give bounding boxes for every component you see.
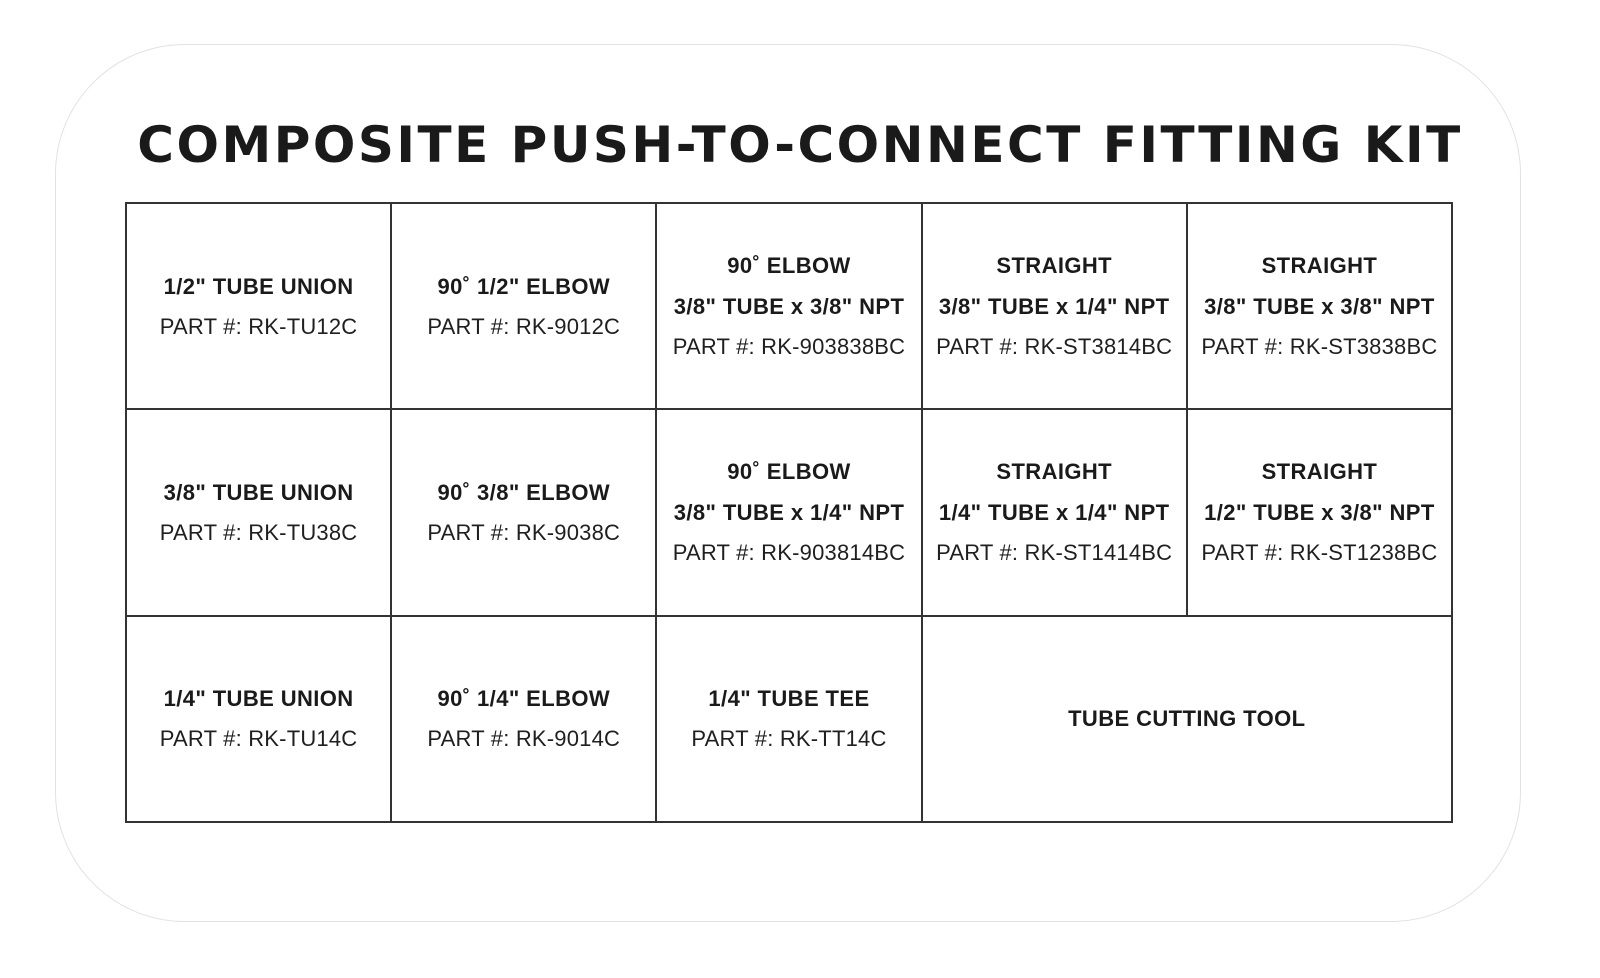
parts-table [125, 202, 1453, 823]
part-number: PART #: RK-TT14C [691, 726, 887, 752]
part-cell [657, 204, 922, 410]
part-size: 3/8" TUBE x 1/4" NPT [938, 294, 1170, 320]
part-number: PART #: RK-ST3838BC [1201, 334, 1438, 360]
part-description: 90˚ 3/8" ELBOW [437, 479, 611, 505]
part-description: STRAIGHT [996, 253, 1113, 279]
part-cell [923, 410, 1188, 616]
part-description: TUBE CUTTING TOOL [1068, 706, 1306, 732]
part-number: PART #: RK-9012C [427, 313, 621, 339]
part-cell [127, 204, 392, 410]
part-size: 3/8" TUBE x 1/4" NPT [673, 500, 905, 526]
part-number: PART #: RK-ST3814BC [936, 334, 1173, 360]
part-cell [923, 204, 1188, 410]
part-cell [1188, 204, 1453, 410]
part-description: STRAIGHT [1261, 253, 1378, 279]
part-number: PART #: RK-TU12C [159, 313, 358, 339]
part-number: PART #: RK-903838BC [672, 334, 906, 360]
part-cell-tool [923, 617, 1453, 823]
part-size: 1/2" TUBE x 3/8" NPT [1204, 500, 1435, 526]
part-description: 1/4" TUBE TEE [708, 686, 870, 712]
part-size: 3/8" TUBE x 3/8" NPT [673, 294, 905, 320]
part-description: 1/4" TUBE UNION [163, 686, 354, 712]
part-number: PART #: RK-9038C [427, 519, 621, 545]
part-description: 1/2" TUBE UNION [163, 273, 354, 299]
part-number: PART #: RK-ST1414BC [936, 540, 1173, 566]
part-cell [127, 410, 392, 616]
part-size: 3/8" TUBE x 3/8" NPT [1204, 294, 1435, 320]
part-description: 3/8" TUBE UNION [163, 479, 354, 505]
part-number: PART #: RK-ST1238BC [1201, 540, 1438, 566]
part-description: STRAIGHT [996, 459, 1113, 485]
part-number: PART #: RK-903814BC [672, 540, 906, 566]
part-cell [392, 617, 657, 823]
part-description: 90˚ 1/4" ELBOW [437, 686, 611, 712]
part-cell [392, 410, 657, 616]
part-cell [127, 617, 392, 823]
part-cell [657, 617, 922, 823]
kit-title: COMPOSITE PUSH-TO-CONNECT FITTING KIT [137, 116, 1463, 174]
part-cell [1188, 410, 1453, 616]
part-description: 90˚ ELBOW [727, 459, 851, 485]
part-cell [657, 410, 922, 616]
part-description: 90˚ 1/2" ELBOW [437, 273, 611, 299]
part-number: PART #: RK-TU14C [159, 726, 358, 752]
part-number: PART #: RK-9014C [427, 726, 621, 752]
part-size: 1/4" TUBE x 1/4" NPT [938, 500, 1170, 526]
part-description: 90˚ ELBOW [727, 253, 851, 279]
part-cell [392, 204, 657, 410]
part-description: STRAIGHT [1261, 459, 1378, 485]
part-number: PART #: RK-TU38C [159, 519, 358, 545]
